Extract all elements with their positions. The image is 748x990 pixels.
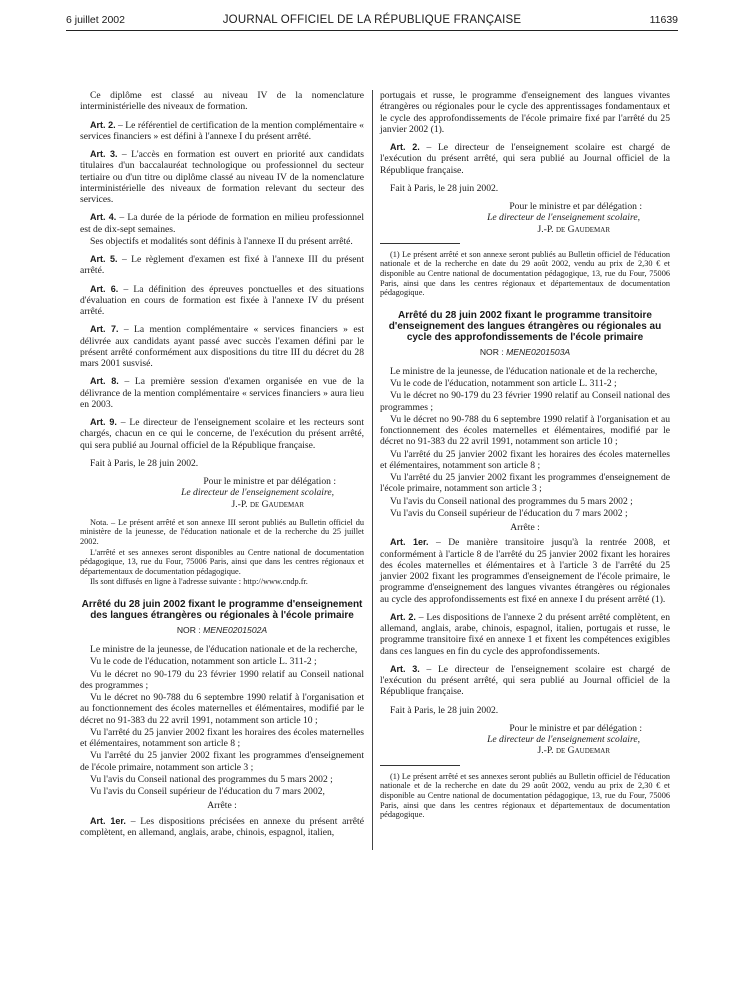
- visa-line: Vu l'arrêté du 25 janvier 2002 fixant les horaires des écoles maternelles et élémentaires, notamment son article 8 ;: [80, 726, 364, 750]
- article-paragraph: Art. 2. – Le directeur de l'enseignement scolaire est chargé de l'exécution du présent arrêté, qui sera publié au Journal officiel de la République française.: [380, 142, 671, 176]
- fait-line: Fait à Paris, le 28 juin 2002.: [90, 457, 199, 469]
- article-paragraph: Art. 4. – La durée de la période de formation en milieu professionnel est de dix-sept semaines.: [80, 212, 364, 235]
- article-paragraph: Art. 2. – Les dispositions de l'annexe 2 du présent arrêté complètent, en allemand, anglais, arabe, chinois, espagnol, italien, portugais et russe, le programme transitoire fixé en annexe 1 et fixent les compétences exigibles dans ces langues en fin du cycle des approfondissements.: [380, 611, 670, 657]
- signature-line: Pour le ministre et par délégation :: [203, 476, 336, 487]
- article-paragraph: Art. 5. – Le règlement d'examen est fixé à l'annexe III du présent arrêté.: [80, 254, 364, 277]
- signature-line: Pour le ministre et par délégation :: [509, 201, 642, 212]
- visa-line: Vu l'arrêté du 25 janvier 2002 fixant les horaires des écoles maternelles et élémentaires, notamment son article 8 ;: [380, 448, 670, 471]
- header-rule: [66, 30, 678, 31]
- visa-line: Vu le décret no 90-788 du 6 septembre 1990 relatif à l'organisation et au fonctionnement des écoles maternelles et élémentaires, modifié par le décret no 91-383 du 22 avril 1991, notamment son article 10 ;: [80, 692, 364, 726]
- right-column: [380, 90, 670, 821]
- article-paragraph: Art. 1er. – Les dispositions précisées en annexe du présent arrêté complètent, en allemand, anglais, arabe, chinois, espagnol, italien,: [80, 815, 364, 838]
- page-header: [66, 14, 678, 34]
- visa-line: Vu l'avis du Conseil supérieur de l'éducation du 7 mars 2002,: [90, 786, 325, 798]
- nor-reference: NOR : MENE0201503A: [479, 346, 571, 357]
- signature-name: J.-P. de Gaudemar: [231, 498, 304, 510]
- visa-line: Vu le décret no 90-179 du 23 février 1990 relatif au Conseil national des programmes ;: [380, 390, 670, 413]
- visa-line: Vu le décret no 90-179 du 23 février 1990 relatif au Conseil national des programmes ;: [80, 668, 364, 691]
- article-paragraph: Art. 6. – La définition des épreuves ponctuelles et des situations d'évaluation en cours de formation est fixée à l'annexe IV du présent arrêté.: [80, 283, 364, 317]
- arrete-heading: Arrêté du 28 juin 2002 fixant le programme d'enseignement des langues étrangères ou régionales à l'école primaire: [81, 598, 363, 621]
- visa-line: Vu l'avis du Conseil national des programmes du 5 mars 2002 ;: [90, 773, 333, 785]
- left-column: [80, 90, 364, 839]
- intro-paragraph: Ce diplôme est classé au niveau IV de la nomenclature interministérielle des niveaux de formation.: [80, 90, 364, 113]
- signature-name: J.-P. de Gaudemar: [537, 745, 610, 757]
- visa-line: Vu le code de l'éducation, notamment son article L. 311-2 ;: [90, 656, 317, 668]
- article-paragraph: Art. 7. – La mention complémentaire « services financiers » est délivrée aux candidats ayant passé avec succès l'examen défini par le présent arrêté conformément aux dispositions du titre III du décret du 28 mars 2001 susvisé.: [80, 324, 364, 369]
- column-divider: [372, 90, 373, 850]
- article-paragraph: Ses objectifs et modalités sont définis à l'annexe II du présent arrêté.: [90, 235, 353, 247]
- footnote: (1) Le présent arrêté et son annexe seront publiés au Bulletin officiel de l'éducation nationale et de la recherche en date du 29 août 2002, vendu au prix de 2,30 € et disponible au Centre national de documentation pédagogique, 13, rue du Four, 75006 Paris, ainsi que dans les centres régionaux et départementaux de documentation pédagogique.: [380, 249, 670, 298]
- nota-note: Nota. – Le présent arrêté et son annexe III seront publiés au Bulletin officiel du ministère de la jeunesse, de l'éducation nationale et de la recherche du 25 juillet 2002.: [80, 517, 364, 546]
- header-title: JOURNAL OFFICIEL DE LA RÉPUBLIQUE FRANÇAISE: [222, 14, 522, 26]
- header-page-number: 11639: [649, 14, 678, 26]
- nota-note: L'arrêté et ses annexes seront disponibles au Centre national de documentation pédagogique, 13, rue du Four, 75006 Paris, ainsi que dans les centres régionaux et départementaux de documentation pédagogique.: [80, 547, 364, 576]
- footnote: (1) Le présent arrêté et ses annexes seront publiés au Bulletin officiel de l'éducation nationale et de la recherche en date du 29 août 2002, vendu au prix de 2,30 € et disponible au Centre national de documentation pédagogique, 13, rue du Four, 75006 Paris, ainsi que dans les centres régionaux et départementaux de documentation pédagogique.: [380, 771, 670, 820]
- fait-line: Fait à Paris, le 28 juin 2002.: [390, 704, 499, 716]
- visa-line: Vu l'arrêté du 25 janvier 2002 fixant les programmes d'enseignement de l'école primaire, notamment son article 3 ;: [380, 472, 670, 495]
- nota-note: Ils sont diffusés en ligne à l'adresse suivante : http://www.cndp.fr.: [90, 577, 308, 587]
- visa-line: Le ministre de la jeunesse, de l'éducation nationale et de la recherche,: [390, 365, 658, 377]
- footnote-rule: [380, 765, 460, 766]
- arrete-word: Arrête :: [207, 800, 237, 812]
- visa-line: Vu l'arrêté du 25 janvier 2002 fixant les programmes d'enseignement de l'école primaire, notamment son article 3 ;: [80, 750, 364, 773]
- article-paragraph: Art. 1er. – De manière transitoire jusqu'à la rentrée 2008, et conformément à l'article 8 de l'arrêté du 25 janvier 2002 fixant les horaires des écoles maternelles et élémentaires et à l'article 3 de l'arrêté du 25 janvier 2002 fixant les programmes d'enseignement de l'école primaire, le programme d'enseignement des langues vivantes étrangères ou régionales au cycle des approfondissements est fixé en annexe I du présent arrêté (1).: [380, 537, 670, 605]
- visa-line: Vu l'avis du Conseil national des programmes du 5 mars 2002 ;: [390, 495, 633, 507]
- header-date: 6 juillet 2002: [66, 14, 125, 26]
- visa-line: Le ministre de la jeunesse, de l'éducation nationale et de la recherche,: [90, 644, 358, 656]
- article-paragraph: Art. 9. – Le directeur de l'enseignement scolaire et les recteurs sont chargés, chacun en ce qui le concerne, de l'exécution du présent arrêté, qui sera publié au Journal officiel de la République française.: [80, 417, 364, 451]
- arrete-word: Arrête :: [510, 522, 540, 534]
- article-paragraph: Art. 3. – Le directeur de l'enseignement scolaire est chargé de l'exécution du présent arrêté, qui sera publié au Journal officiel de la République française.: [380, 663, 671, 698]
- nor-reference: NOR : MENE0201502A: [176, 624, 268, 635]
- article-paragraph: Art. 2. – Le référentiel de certification de la mention complémentaire « services financiers » est défini à l'annexe I du présent arrêté.: [80, 119, 364, 142]
- article-paragraph: Art. 8. – La première session d'examen organisée en vue de la délivrance de la mention complémentaire « services financiers » aura lieu en 2003.: [80, 376, 364, 410]
- fait-line: Fait à Paris, le 28 juin 2002.: [390, 182, 499, 194]
- visa-line: Vu le code de l'éducation, notamment son article L. 311-2 ;: [390, 378, 617, 390]
- arrete-heading: Arrêté du 28 juin 2002 fixant le programme transitoire d'enseignement des langues étrangères ou régionales au cycle des approfondissements de l'école primaire: [388, 309, 662, 343]
- signature-title: Le directeur de l'enseignement scolaire,: [487, 212, 640, 224]
- visa-line: Vu l'avis du Conseil supérieur de l'éducation du 7 mars 2002 ;: [390, 507, 628, 519]
- footnote-rule: [380, 243, 460, 244]
- signature-line: Pour le ministre et par délégation :: [509, 722, 642, 734]
- continuation-paragraph: portugais et russe, le programme d'enseignement des langues vivantes étrangères ou régionales pour le cycle des apprentissages fondamentaux et le cycle des approfondissements de l'école primaire fixé par l'arrêté du 25 janvier 2002 (1).: [380, 90, 670, 135]
- article-paragraph: Art. 3. – L'accès en formation est ouvert en priorité aux candidats titulaires d'un baccalauréat technologique ou professionnel du secteur tertiaire ou d'un titre ou diplôme classé au niveau IV de la nomenclature interministérielle des niveaux de formation relevant du secteur des services.: [80, 149, 364, 205]
- visa-line: Vu le décret no 90-788 du 6 septembre 1990 relatif à l'organisation et au fonctionnement des écoles maternelles et élémentaires, modifié par le décret no 91-383 du 22 avril 1991, notamment son article 10 ;: [380, 413, 670, 448]
- signature-title: Le directeur de l'enseignement scolaire,: [487, 734, 640, 746]
- signature-title: Le directeur de l'enseignement scolaire,: [181, 487, 334, 499]
- signature-name: J.-P. de Gaudemar: [537, 223, 610, 235]
